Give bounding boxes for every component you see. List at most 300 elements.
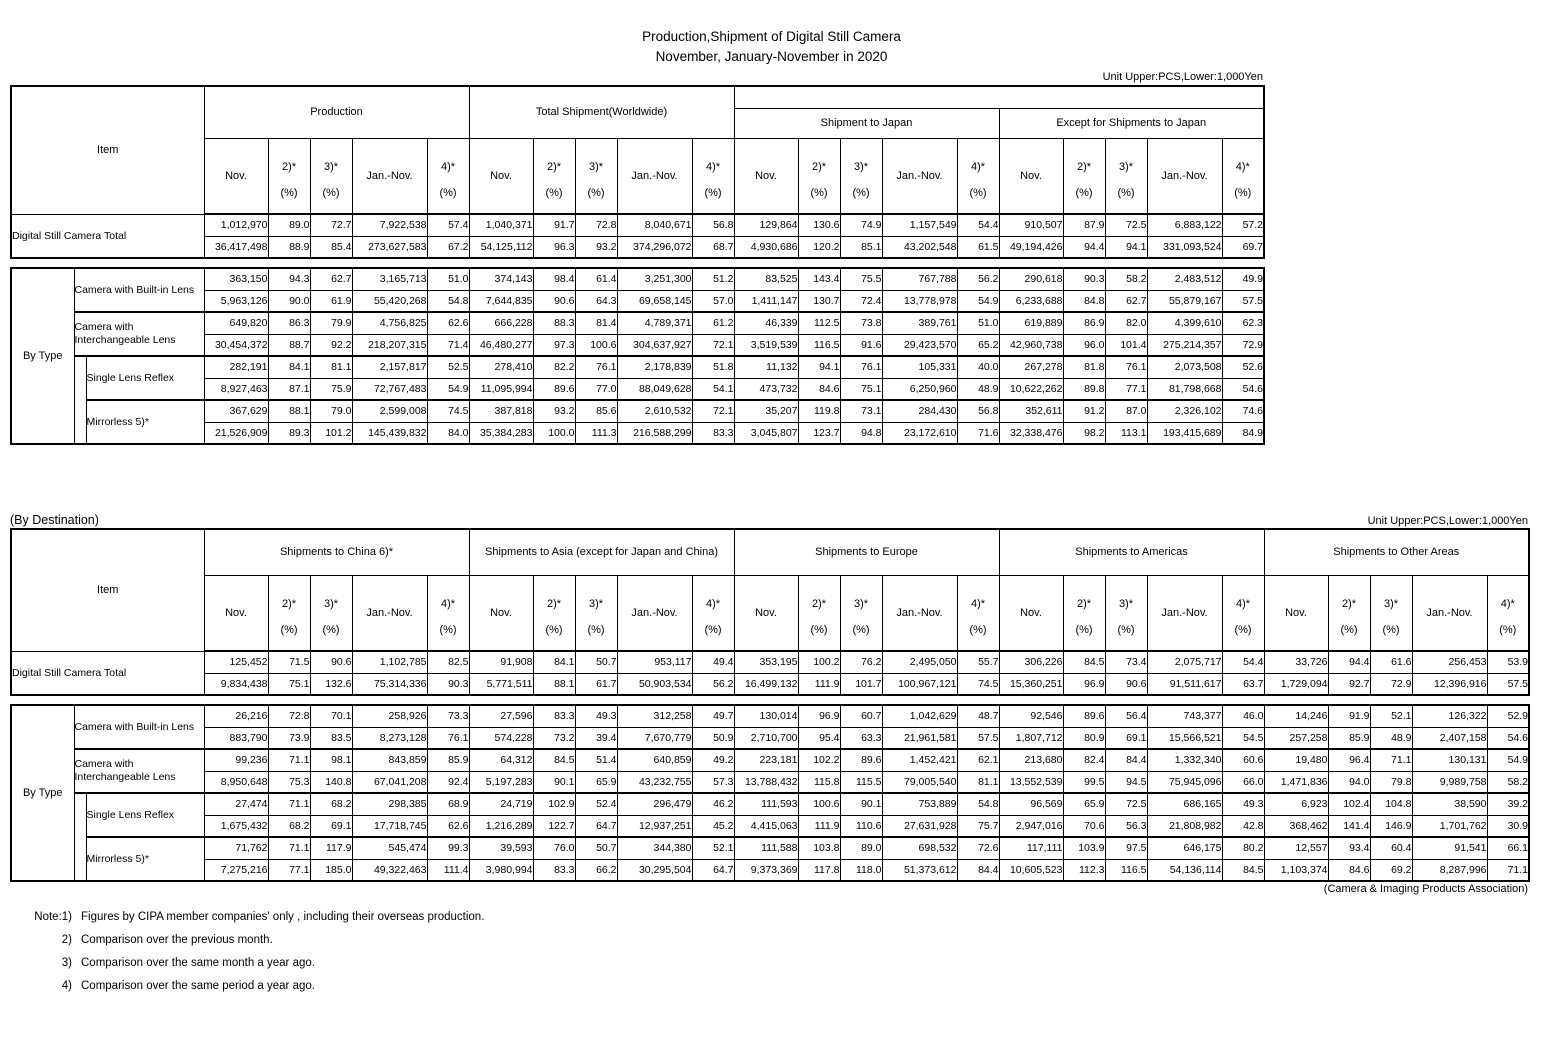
col-header-same-period-pct — [427, 575, 469, 651]
value-cell: 81,798,668 — [1147, 378, 1222, 400]
col-header-same-month-pct — [840, 575, 882, 651]
value-cell: 113.1 — [1105, 422, 1147, 444]
value-cell: 5,197,283 — [469, 771, 533, 793]
value-cell: 8,950,648 — [204, 771, 268, 793]
value-cell: 83,525 — [734, 268, 798, 290]
col-header-prev-month-pct — [1063, 575, 1105, 651]
value-cell: 85.1 — [840, 236, 882, 258]
value-cell: 95.4 — [798, 727, 840, 749]
value-cell: 3,045,807 — [734, 422, 798, 444]
value-cell: 49.9 — [1222, 268, 1264, 290]
value-cell: 71.1 — [268, 749, 310, 771]
value-cell: 96,569 — [999, 793, 1063, 815]
col-header-same-period-pct — [957, 575, 999, 651]
by-destination-header — [10, 513, 1528, 527]
value-cell: 33,726 — [1264, 651, 1328, 673]
value-cell: 64.7 — [575, 815, 617, 837]
value-cell: 123.7 — [798, 422, 840, 444]
col-header-symbol: 3)* — [323, 160, 339, 173]
col-header-symbol: 4)* — [705, 597, 721, 610]
value-cell: 12,396,916 — [1412, 673, 1487, 695]
col-header-symbol: 3)* — [1118, 597, 1134, 610]
value-cell: 111.9 — [798, 815, 840, 837]
value-cell: 278,410 — [469, 356, 533, 378]
value-cell: 66.2 — [575, 859, 617, 881]
value-cell: 39.2 — [1487, 793, 1529, 815]
value-cell: 9,834,438 — [204, 673, 268, 695]
value-cell: 89.0 — [268, 214, 310, 236]
value-cell: 698,532 — [882, 837, 957, 859]
value-cell: 101.7 — [840, 673, 882, 695]
value-cell: 50.9 — [692, 727, 734, 749]
by-type-header: By Type — [11, 705, 74, 881]
value-cell: 64,312 — [469, 749, 533, 771]
value-cell: 7,644,835 — [469, 290, 533, 312]
value-cell: 94.3 — [268, 268, 310, 290]
value-cell: 223,181 — [734, 749, 798, 771]
note-prefix: 4) — [61, 980, 72, 992]
group-header: Production — [204, 86, 469, 138]
value-cell: 54.6 — [1222, 378, 1264, 400]
value-cell: 85.4 — [310, 236, 352, 258]
value-cell: 68.2 — [268, 815, 310, 837]
value-cell: 11,095,994 — [469, 378, 533, 400]
value-cell: 52.4 — [575, 793, 617, 815]
col-header-percent: (%) — [1340, 623, 1358, 636]
value-cell: 344,380 — [617, 837, 692, 859]
value-cell: 2,075,717 — [1147, 651, 1222, 673]
value-cell: 36,417,498 — [204, 236, 268, 258]
value-cell: 1,012,970 — [204, 214, 268, 236]
value-cell: 35,207 — [734, 400, 798, 422]
value-cell: 1,216,289 — [469, 815, 533, 837]
value-cell: 72,767,483 — [352, 378, 427, 400]
value-cell: 686,165 — [1147, 793, 1222, 815]
value-cell: 99,236 — [204, 749, 268, 771]
value-cell: 75.7 — [957, 815, 999, 837]
value-cell: 73.1 — [840, 400, 882, 422]
col-header-percent: (%) — [1234, 186, 1252, 199]
value-cell: 1,452,421 — [882, 749, 957, 771]
col-header-percent: (%) — [439, 186, 457, 199]
value-cell: 65.9 — [575, 771, 617, 793]
col-header-prev-month-pct — [798, 575, 840, 651]
value-cell: 1,807,712 — [999, 727, 1063, 749]
value-cell: 79.0 — [310, 400, 352, 422]
value-cell: 115.5 — [840, 771, 882, 793]
value-cell: 953,117 — [617, 651, 692, 673]
col-header-nov: Nov. — [1264, 575, 1328, 651]
value-cell: 61.9 — [310, 290, 352, 312]
value-cell: 64.3 — [575, 290, 617, 312]
value-cell: 74.6 — [1222, 400, 1264, 422]
value-cell: 92.2 — [310, 334, 352, 356]
col-header-symbol: 3)* — [323, 597, 339, 610]
col-header-percent: (%) — [587, 623, 605, 636]
value-cell: 1,411,147 — [734, 290, 798, 312]
value-cell: 363,150 — [204, 268, 268, 290]
value-cell: 70.1 — [310, 705, 352, 727]
col-header-symbol: 2)* — [1076, 597, 1092, 610]
value-cell: 66.0 — [1222, 771, 1264, 793]
col-header-percent: (%) — [810, 623, 828, 636]
col-header-percent: (%) — [969, 623, 987, 636]
value-cell: 213,680 — [999, 749, 1063, 771]
value-cell: 4,930,686 — [734, 236, 798, 258]
value-cell: 83.3 — [692, 422, 734, 444]
value-cell: 331,093,524 — [1147, 236, 1222, 258]
value-cell: 104.8 — [1370, 793, 1412, 815]
value-cell: 27,596 — [469, 705, 533, 727]
group-header: Shipments to Other Areas — [1264, 529, 1529, 575]
col-header-same-period-pct — [692, 575, 734, 651]
value-cell: 129,864 — [734, 214, 798, 236]
value-cell: 82.5 — [427, 651, 469, 673]
value-cell: 111.3 — [575, 422, 617, 444]
value-cell: 48.7 — [957, 705, 999, 727]
value-cell: 80.9 — [1063, 727, 1105, 749]
value-cell: 1,102,785 — [352, 651, 427, 673]
value-cell: 130,014 — [734, 705, 798, 727]
value-cell: 48.9 — [1370, 727, 1412, 749]
value-cell: 73.3 — [427, 705, 469, 727]
value-cell: 77.0 — [575, 378, 617, 400]
value-cell: 49.7 — [692, 705, 734, 727]
value-cell: 275,214,357 — [1147, 334, 1222, 356]
value-cell: 84.6 — [1328, 859, 1370, 881]
value-cell: 71.1 — [1370, 749, 1412, 771]
value-cell: 51.0 — [427, 268, 469, 290]
value-cell: 46.2 — [692, 793, 734, 815]
col-header-prev-month-pct — [533, 138, 575, 214]
value-cell: 117.8 — [798, 859, 840, 881]
value-cell: 46,480,277 — [469, 334, 533, 356]
indent-spacer — [74, 356, 86, 444]
value-cell: 76.0 — [533, 837, 575, 859]
value-cell: 54.9 — [957, 290, 999, 312]
value-cell: 111.9 — [798, 673, 840, 695]
value-cell: 143.4 — [798, 268, 840, 290]
value-cell: 1,332,340 — [1147, 749, 1222, 771]
type-label: Camera with Built-in Lens — [74, 705, 204, 749]
value-cell: 94.1 — [798, 356, 840, 378]
value-cell: 50.7 — [575, 651, 617, 673]
value-cell: 216,588,299 — [617, 422, 692, 444]
value-cell: 273,627,583 — [352, 236, 427, 258]
value-cell: 2,157,817 — [352, 356, 427, 378]
col-header-symbol: 3)* — [853, 597, 869, 610]
value-cell: 2,947,016 — [999, 815, 1063, 837]
value-cell: 84.0 — [427, 422, 469, 444]
value-cell: 94.8 — [840, 422, 882, 444]
type-label: Camera with Interchangeable Lens — [74, 749, 204, 793]
value-cell: 57.3 — [692, 771, 734, 793]
value-cell: 9,373,369 — [734, 859, 798, 881]
value-cell: 35,384,283 — [469, 422, 533, 444]
value-cell: 51.2 — [692, 268, 734, 290]
value-cell: 71.1 — [268, 793, 310, 815]
value-cell: 112.3 — [1063, 859, 1105, 881]
value-cell: 69.7 — [1222, 236, 1264, 258]
col-header-symbol: 2)* — [281, 160, 297, 173]
col-header-symbol: 4)* — [1500, 597, 1515, 610]
value-cell: 76.1 — [1105, 356, 1147, 378]
value-cell: 85.6 — [575, 400, 617, 422]
value-cell: 54.8 — [957, 793, 999, 815]
value-cell: 62.6 — [427, 312, 469, 334]
value-cell: 73.8 — [840, 312, 882, 334]
value-cell: 8,287,996 — [1412, 859, 1487, 881]
value-cell: 57.5 — [957, 727, 999, 749]
value-cell: 38,590 — [1412, 793, 1487, 815]
group-header: Shipment to Japan — [734, 108, 999, 138]
col-header-same-month-pct — [1105, 138, 1147, 214]
value-cell: 54.9 — [427, 378, 469, 400]
value-cell: 57.0 — [692, 290, 734, 312]
value-cell: 100.2 — [798, 651, 840, 673]
value-cell: 72.5 — [1105, 793, 1147, 815]
value-cell: 75,945,096 — [1147, 771, 1222, 793]
value-cell: 40.0 — [957, 356, 999, 378]
value-cell: 8,040,671 — [617, 214, 692, 236]
value-cell: 75.9 — [310, 378, 352, 400]
value-cell: 46.0 — [1222, 705, 1264, 727]
value-cell: 100.6 — [798, 793, 840, 815]
value-cell: 117.9 — [310, 837, 352, 859]
type-label: Mirrorless 5)* — [86, 400, 204, 444]
value-cell: 473,732 — [734, 378, 798, 400]
value-cell: 110.6 — [840, 815, 882, 837]
value-cell: 88.1 — [533, 673, 575, 695]
value-cell: 130.7 — [798, 290, 840, 312]
value-cell: 117,111 — [999, 837, 1063, 859]
value-cell: 51.8 — [692, 356, 734, 378]
value-cell: 90.6 — [533, 290, 575, 312]
group-header: Total Shipment(Worldwide) — [469, 86, 734, 138]
value-cell: 54.8 — [427, 290, 469, 312]
col-header-symbol: 4)* — [440, 160, 456, 173]
col-header-symbol: 2)* — [811, 597, 827, 610]
value-cell: 100.0 — [533, 422, 575, 444]
value-cell: 72.8 — [268, 705, 310, 727]
notes — [0, 911, 1543, 992]
value-cell: 79,005,540 — [882, 771, 957, 793]
col-header-percent: (%) — [1382, 623, 1400, 636]
value-cell: 10,605,523 — [999, 859, 1063, 881]
by-type-block — [10, 267, 1265, 445]
value-cell: 69.1 — [1105, 727, 1147, 749]
value-cell: 115.8 — [798, 771, 840, 793]
value-cell: 296,479 — [617, 793, 692, 815]
value-cell: 71.6 — [957, 422, 999, 444]
value-cell: 54.5 — [1222, 727, 1264, 749]
value-cell: 94.4 — [1063, 236, 1105, 258]
value-cell: 68.7 — [692, 236, 734, 258]
value-cell: 83.3 — [533, 859, 575, 881]
value-cell: 79.8 — [1370, 771, 1412, 793]
col-header-symbol: 3)* — [853, 160, 869, 173]
value-cell: 72.5 — [1105, 214, 1147, 236]
value-cell: 50.7 — [575, 837, 617, 859]
value-cell: 55.7 — [957, 651, 999, 673]
value-cell: 21,526,909 — [204, 422, 268, 444]
value-cell: 140.8 — [310, 771, 352, 793]
value-cell: 5,771,511 — [469, 673, 533, 695]
value-cell: 81.1 — [310, 356, 352, 378]
value-cell: 67,041,208 — [352, 771, 427, 793]
value-cell: 13,552,539 — [999, 771, 1063, 793]
note-line — [0, 911, 1543, 923]
value-cell: 100.6 — [575, 334, 617, 356]
col-header-prev-month-pct — [268, 138, 310, 214]
col-header-nov: Nov. — [469, 575, 533, 651]
value-cell: 5,963,126 — [204, 290, 268, 312]
value-cell: 91,908 — [469, 651, 533, 673]
value-cell: 145,439,832 — [352, 422, 427, 444]
col-header-same-period-pct — [1222, 138, 1264, 214]
value-cell: 98.4 — [533, 268, 575, 290]
col-header-jan-nov: Jan.-Nov. — [352, 138, 427, 214]
col-header-percent: (%) — [545, 186, 563, 199]
value-cell: 1,042,629 — [882, 705, 957, 727]
value-cell: 57.4 — [427, 214, 469, 236]
value-cell: 353,195 — [734, 651, 798, 673]
value-cell: 73.2 — [533, 727, 575, 749]
value-cell: 60.4 — [1370, 837, 1412, 859]
col-header-same-period-pct — [692, 138, 734, 214]
value-cell: 62.7 — [310, 268, 352, 290]
value-cell: 58.2 — [1105, 268, 1147, 290]
col-header-symbol: 3)* — [588, 597, 604, 610]
col-header-symbol: 2)* — [811, 160, 827, 173]
value-cell: 49.3 — [1222, 793, 1264, 815]
value-cell: 111,588 — [734, 837, 798, 859]
value-cell: 84.9 — [1222, 422, 1264, 444]
group-header: Shipments to China 6)* — [204, 529, 469, 575]
value-cell: 640,859 — [617, 749, 692, 771]
value-cell: 57.2 — [1222, 214, 1264, 236]
value-cell: 51.0 — [957, 312, 999, 334]
value-cell: 89.6 — [1063, 705, 1105, 727]
value-cell: 43,202,548 — [882, 236, 957, 258]
value-cell: 61.4 — [575, 268, 617, 290]
col-header-percent: (%) — [322, 186, 340, 199]
value-cell: 72.9 — [1222, 334, 1264, 356]
value-cell: 91.7 — [533, 214, 575, 236]
value-cell: 26,216 — [204, 705, 268, 727]
value-cell: 85.9 — [1328, 727, 1370, 749]
value-cell: 49.4 — [692, 651, 734, 673]
col-header-nov: Nov. — [734, 138, 798, 214]
value-cell: 304,637,927 — [617, 334, 692, 356]
value-cell: 72.6 — [957, 837, 999, 859]
value-cell: 45.2 — [692, 815, 734, 837]
value-cell: 51.4 — [575, 749, 617, 771]
col-header-percent: (%) — [280, 186, 298, 199]
value-cell: 50,903,534 — [617, 673, 692, 695]
note-line — [0, 980, 1543, 992]
value-cell: 103.8 — [798, 837, 840, 859]
value-cell: 90.3 — [1063, 268, 1105, 290]
value-cell: 92.4 — [427, 771, 469, 793]
col-header-percent: (%) — [439, 623, 457, 636]
value-cell: 545,474 — [352, 837, 427, 859]
value-cell: 98.1 — [310, 749, 352, 771]
value-cell: 54,136,114 — [1147, 859, 1222, 881]
value-cell: 111.4 — [427, 859, 469, 881]
col-header-percent: (%) — [852, 623, 870, 636]
value-cell: 56.3 — [1105, 815, 1147, 837]
group-header: Shipments to Europe — [734, 529, 999, 575]
value-cell: 87.9 — [1063, 214, 1105, 236]
value-cell: 81.8 — [1063, 356, 1105, 378]
value-cell: 93.4 — [1328, 837, 1370, 859]
value-cell: 69.2 — [1370, 859, 1412, 881]
value-cell: 92,546 — [999, 705, 1063, 727]
value-cell: 96.0 — [1063, 334, 1105, 356]
value-cell: 52.6 — [1222, 356, 1264, 378]
value-cell: 116.5 — [1105, 859, 1147, 881]
value-cell: 23,172,610 — [882, 422, 957, 444]
value-cell: 90.1 — [533, 771, 575, 793]
col-header-symbol: 2)* — [1341, 597, 1357, 610]
value-cell: 89.0 — [840, 837, 882, 859]
value-cell: 89.6 — [840, 749, 882, 771]
value-cell: 1,701,762 — [1412, 815, 1487, 837]
value-cell: 65.9 — [1063, 793, 1105, 815]
value-cell: 89.6 — [533, 378, 575, 400]
value-cell: 66.1 — [1487, 837, 1529, 859]
col-header-jan-nov: Jan.-Nov. — [352, 575, 427, 651]
note-prefix: Note:1) — [34, 911, 72, 923]
value-cell: 88.9 — [268, 236, 310, 258]
value-cell: 15,360,251 — [999, 673, 1063, 695]
value-cell: 649,820 — [204, 312, 268, 334]
value-cell: 7,275,216 — [204, 859, 268, 881]
value-cell: 574,228 — [469, 727, 533, 749]
value-cell: 94.4 — [1328, 651, 1370, 673]
col-header-nov: Nov. — [999, 575, 1063, 651]
value-cell: 75,314,336 — [352, 673, 427, 695]
value-cell: 75.1 — [268, 673, 310, 695]
value-cell: 2,599,008 — [352, 400, 427, 422]
value-cell: 77.1 — [268, 859, 310, 881]
col-header-prev-month-pct — [533, 575, 575, 651]
value-cell: 84.1 — [533, 651, 575, 673]
type-label: Single Lens Reflex — [86, 793, 204, 837]
value-cell: 2,495,050 — [882, 651, 957, 673]
value-cell: 58.2 — [1487, 771, 1529, 793]
value-cell: 61.7 — [575, 673, 617, 695]
value-cell: 389,761 — [882, 312, 957, 334]
value-cell: 39,593 — [469, 837, 533, 859]
by-type-header: By Type — [11, 268, 74, 444]
value-cell: 97.3 — [533, 334, 575, 356]
col-header-nov: Nov. — [999, 138, 1063, 214]
value-cell: 367,629 — [204, 400, 268, 422]
value-cell: 3,980,994 — [469, 859, 533, 881]
value-cell: 82.0 — [1105, 312, 1147, 334]
value-cell: 8,927,463 — [204, 378, 268, 400]
value-cell: 14,246 — [1264, 705, 1328, 727]
value-cell: 88.1 — [268, 400, 310, 422]
value-cell: 374,296,072 — [617, 236, 692, 258]
value-cell: 284,430 — [882, 400, 957, 422]
value-cell: 368,462 — [1264, 815, 1328, 837]
value-cell: 88.7 — [268, 334, 310, 356]
col-header-nov: Nov. — [734, 575, 798, 651]
col-header-percent: (%) — [810, 186, 828, 199]
